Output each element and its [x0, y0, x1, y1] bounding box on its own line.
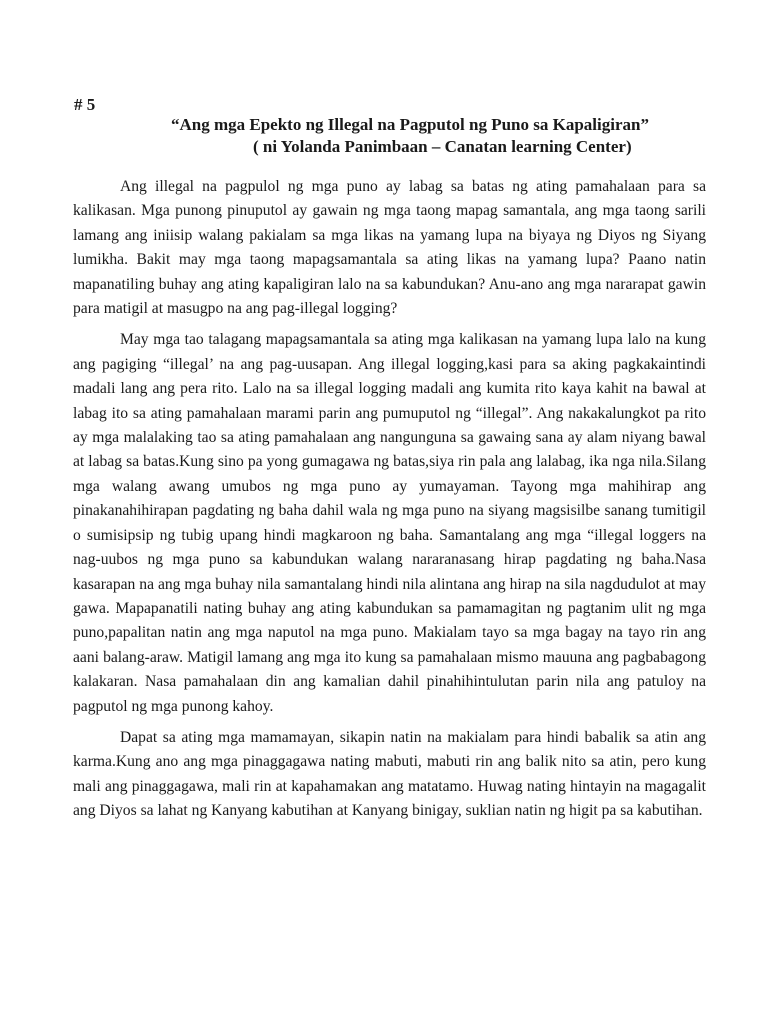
- essay-body: [73, 175, 706, 831]
- paragraph-3: Dapat sa ating mga mamamayan, sikapin natin na makialam para hindi babalik sa atin ang karma.Kung ano ang mga pinaggagawa nating mabuti, mabuti rin ang balik nito sa atin, pero kung mali ang pinaggagawa, mali rin at kapahamakan ang matatamo. Huwag nating hintayin na magagalit ang Diyos sa lahat ng Kanyang kabutihan at Kanyang binigay, suklian natin ng higit pa sa kabutihan.: [73, 728, 706, 820]
- essay-title: “Ang mga Epekto ng Illegal na Pagputol ng Puno sa Kapaligiran”: [171, 115, 649, 134]
- paragraph-2: May mga tao talagang mapagsamantala sa ating mga kalikasan na yamang lupa lalo na kung ang pagiging “illegal’ na ang pag-uusapan. Ang illegal logging,kasi para sa aking pagkakaintindi madali lang ang pera rito. Lalo na sa illegal logging madali ang kumita rito kaya kahit na bawal at labag ito sa ating pamahalaan marami parin ang pumuputol ng “illegal”. Ang nakakalungkot pa rito ay mga malalaking tao sa ating pamahalaan ang nangunguna sa gawaing sana ay alam niyang bawal at labag sa batas.Kung sino pa yong gumagawa ng batas,siya rin pala ang lalabag, ika nga nila.Silang mga walang awang umubos ng mga puno ay yumayaman. Tayong mga mahihirap ang pinakanahihirapan pagdating ng baha dahil wala ng mga puno na siyang magsisilbe sanang tumitigil o sumisipsip ng tubig upang hindi magkaroon ng baha. Samantalang ang mga “illegal loggers na nag-uubos ng mga puno sa kabundukan walang nararanasang hirap pagdating ng baha.Nasa kasarapan na ang mga buhay nila samantalang hindi nila alintana ang hirap na sila nagdudulot at may gawa. Mapapanatili nating buhay ang ating kabundukan sa pamamagitan ng pagtanim ulit ng mga puno,papalitan natin ang mga naputol na mga puno. Makialam tayo sa mga bagay na tayo rin ang aani balang-araw. Matigil lamang ang mga ito kung sa pamahalaan mismo mauuna ang pagbabagong kalakaran. Nasa pamahalaan din ang kamalian dahil pinahihintulutan parin nila ang patuloy na pagputol ng mga punong kahoy.: [73, 331, 706, 715]
- essay-number: # 5: [74, 95, 96, 114]
- essay-author-line: ( ni Yolanda Panimbaan – Canatan learning Center): [253, 137, 632, 156]
- paragraph-1: Ang illegal na pagpulol ng mga puno ay labag sa batas ng ating pamahalaan para sa kalikasan. Mga punong pinuputol ay gawain ng mga taong mapag samantala, ang mga taong sarili lamang ang iniisip walang pakialam sa mga likas na yamang lupa na biyaya ng Diyos ng Siyang lumikha. Bakit may mga taong mapagsamantala sa ating likas na yamang lupa? Paano natin mapanatiling buhay ang ating kapaligiran lalo na sa kabundukan? Anu-ano ang mga nararapat gawin para matigil at masugpo na ang pag-illegal logging?: [73, 178, 706, 318]
